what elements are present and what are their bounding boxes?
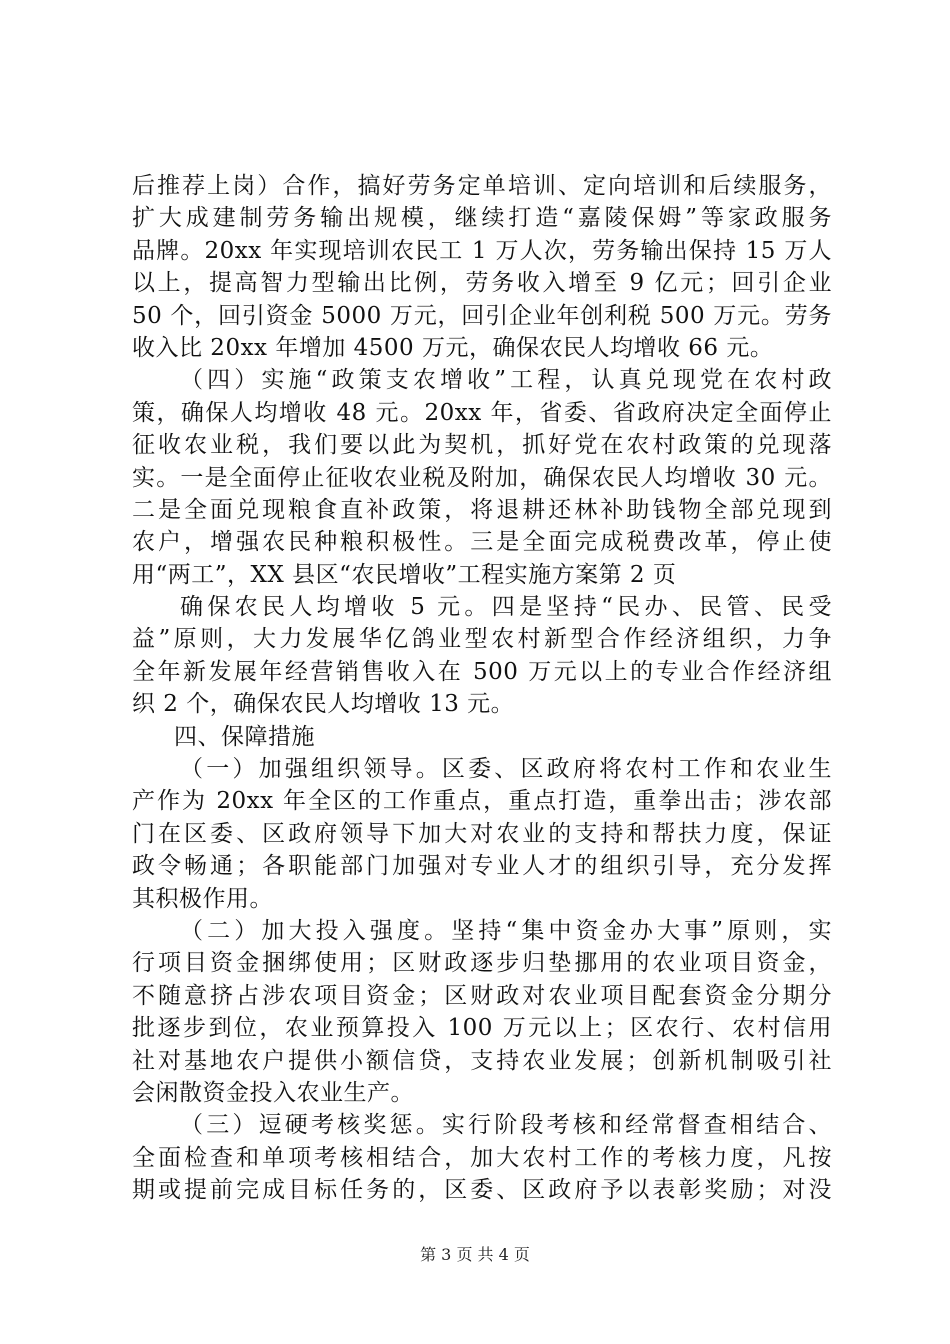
text-line: 确保农民人均增收 5 元。四是坚持“民办、民管、民受 <box>180 594 832 621</box>
text-line: 品牌。20xx 年实现培训农民工 1 万人次，劳务输出保持 15 万人 <box>132 237 832 264</box>
text-line: 其积极作用。 <box>132 885 273 912</box>
text-line: 产作为 20xx 年全区的工作重点，重点打造，重拳出击；涉农部 <box>132 788 832 815</box>
text-line: 门在区委、区政府领导下加大对农业的支持和帮扶力度，保证 <box>132 820 832 847</box>
text-line: 行项目资金捆绑使用；区财政逐步归垫挪用的农业项目资金， <box>132 950 832 977</box>
text-line: （三）逗硬考核奖惩。实行阶段考核和经常督查相结合、 <box>180 1112 832 1139</box>
text-line: 50 个，回引资金 5000 万元，回引企业年创利税 500 万元。劳务 <box>132 302 832 329</box>
text-line: 会闲散资金投入农业生产。 <box>132 1079 414 1106</box>
document-body <box>132 170 832 1207</box>
text-line: （一）加强组织领导。区委、区政府将农村工作和农业生 <box>180 756 832 783</box>
text-line: 后推荐上岗）合作，搞好劳务定单培训、定向培训和后续服务， <box>132 173 832 199</box>
text-line: 农户，增强农民种粮积极性。三是全面完成税费改革，停止使 <box>132 529 832 556</box>
text-line: 以上，提高智力型输出比例，劳务收入增至 9 亿元；回引企业 <box>132 270 832 297</box>
text-line: 全年新发展年经营销售收入在 500 万元以上的专业合作经济组 <box>132 658 832 685</box>
text-line: 用“两工”，XX 县区“农民增收”工程实施方案第 2 页 <box>132 561 677 588</box>
text-line: 政令畅通；各职能部门加强对专业人才的组织引导，充分发挥 <box>132 853 832 880</box>
text-line: 扩大成建制劳务输出规模，继续打造“嘉陵保姆”等家政服务 <box>132 205 832 232</box>
text-line: （二）加大投入强度。坚持“集中资金办大事”原则，实 <box>180 917 832 944</box>
text-line: 二是全面兑现粮食直补政策，将退耕还林补助钱物全部兑现到 <box>132 496 832 523</box>
text-line: 全面检查和单项考核相结合，加大农村工作的考核力度，凡按 <box>132 1144 832 1171</box>
text-line: 实。一是全面停止征收农业税及附加，确保农民人均增收 30 元。 <box>132 464 832 491</box>
text-line: 四、保障措施 <box>174 723 315 750</box>
text-line: 益”原则，大力发展华亿鸽业型农村新型合作经济组织，力争 <box>132 626 832 653</box>
text-line: 社对基地农户提供小额信贷，支持农业发展；创新机制吸引社 <box>132 1047 832 1074</box>
text-line: （四）实施“政策支农增收”工程，认真兑现党在农村政 <box>180 367 832 394</box>
text-line: 期或提前完成目标任务的，区委、区政府予以表彰奖励；对没 <box>132 1177 832 1204</box>
page-footer: 第 3 页 共 4 页 <box>420 1245 530 1264</box>
text-line: 不随意挤占涉农项目资金；区财政对农业项目配套资金分期分 <box>132 982 832 1009</box>
text-line: 策，确保人均增收 48 元。20xx 年，省委、省政府决定全面停止 <box>132 399 832 426</box>
text-line: 批逐步到位，农业预算投入 100 万元以上；区农行、农村信用 <box>132 1015 832 1042</box>
text-line: 收入比 20xx 年增加 4500 万元，确保农民人均增收 66 元。 <box>132 334 774 361</box>
text-line: 织 2 个，确保农民人均增收 13 元。 <box>132 691 515 718</box>
text-line: 征收农业税，我们要以此为契机，抓好党在农村政策的兑现落 <box>132 432 832 459</box>
